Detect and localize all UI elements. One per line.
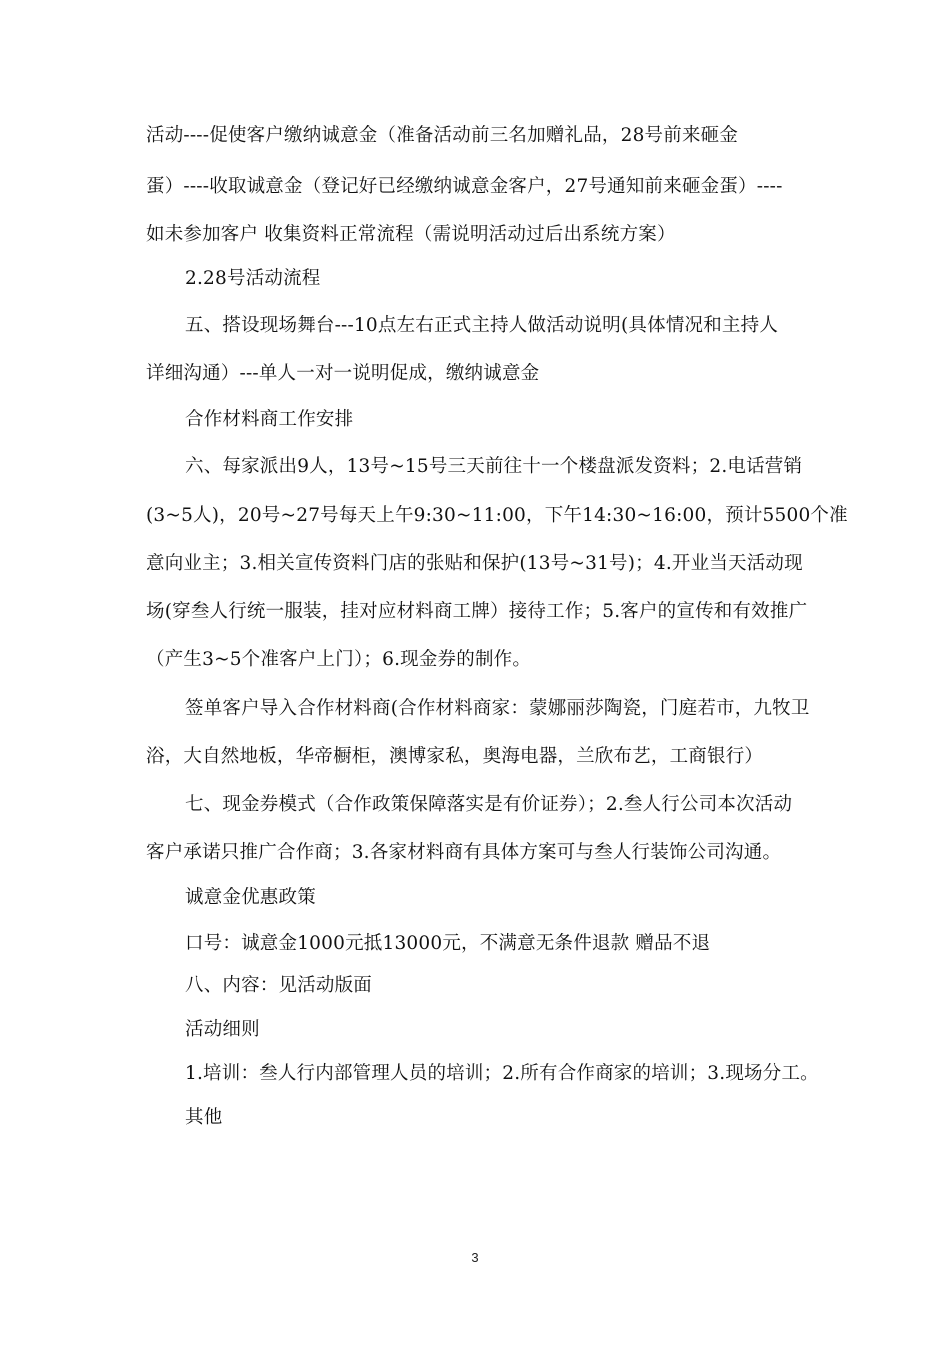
text-line: 活动细则: [185, 1019, 260, 1040]
text-line: 场(穿叁人行统一服装，挂对应材料商工牌）接待工作；5.客户的宣传和有效推广: [146, 601, 808, 622]
text-line: 合作材料商工作安排: [185, 409, 354, 430]
text-line: 签单客户导入合作材料商(合作材料商家：蒙娜丽莎陶瓷，门庭若市，九牧卫: [185, 698, 810, 719]
text-line: 活动----促使客户缴纳诚意金（准备活动前三名加赠礼品，28号前来砸金: [146, 125, 739, 146]
text-line: 如未参加客户 收集资料正常流程（需说明活动过后出系统方案）: [146, 224, 676, 245]
text-line: （产生3~5个准客户上门）；6.现金券的制作。: [146, 649, 532, 670]
text-line: 意向业主；3.相关宣传资料门店的张贴和保护(13号~31号)；4.开业当天活动现: [146, 553, 803, 574]
text-line: 客户承诺只推广合作商；3.各家材料商有具体方案可与叁人行装饰公司沟通。: [146, 842, 782, 863]
text-line: 2.28号活动流程: [185, 268, 321, 289]
page-number: 3: [471, 1250, 479, 1265]
text-line: (3~5人)，20号~27号每天上午9:30~11:00，下午14:30~16:00，预计5500个准: [146, 505, 848, 526]
text-line: 浴，大自然地板，华帝橱柜，澳博家私，奥海电器，兰欣布艺，工商银行）: [146, 746, 764, 767]
text-line: 口号：诚意金1000元抵13000元，不满意无条件退款 赠品不退: [185, 933, 711, 954]
text-line: 详细沟通）---单人一对一说明促成，缴纳诚意金: [146, 363, 540, 384]
text-line: 1.培训：叁人行内部管理人员的培训；2.所有合作商家的培训；3.现场分工。: [185, 1063, 819, 1084]
text-line: 八、内容：见活动版面: [185, 975, 373, 996]
text-line: 诚意金优惠政策: [185, 887, 316, 908]
text-line: 七、现金券模式（合作政策保障落实是有价证券）；2.叁人行公司本次活动: [185, 794, 793, 815]
text-line: 其他: [185, 1107, 223, 1128]
text-line: 蛋）----收取诚意金（登记好已经缴纳诚意金客户，27号通知前来砸金蛋）----: [146, 176, 783, 197]
text-line: 六、每家派出9人，13号~15号三天前往十一个楼盘派发资料；2.电话营销: [185, 456, 803, 477]
text-line: 五、搭设现场舞台---10点左右正式主持人做活动说明(具体情况和主持人: [185, 315, 779, 336]
